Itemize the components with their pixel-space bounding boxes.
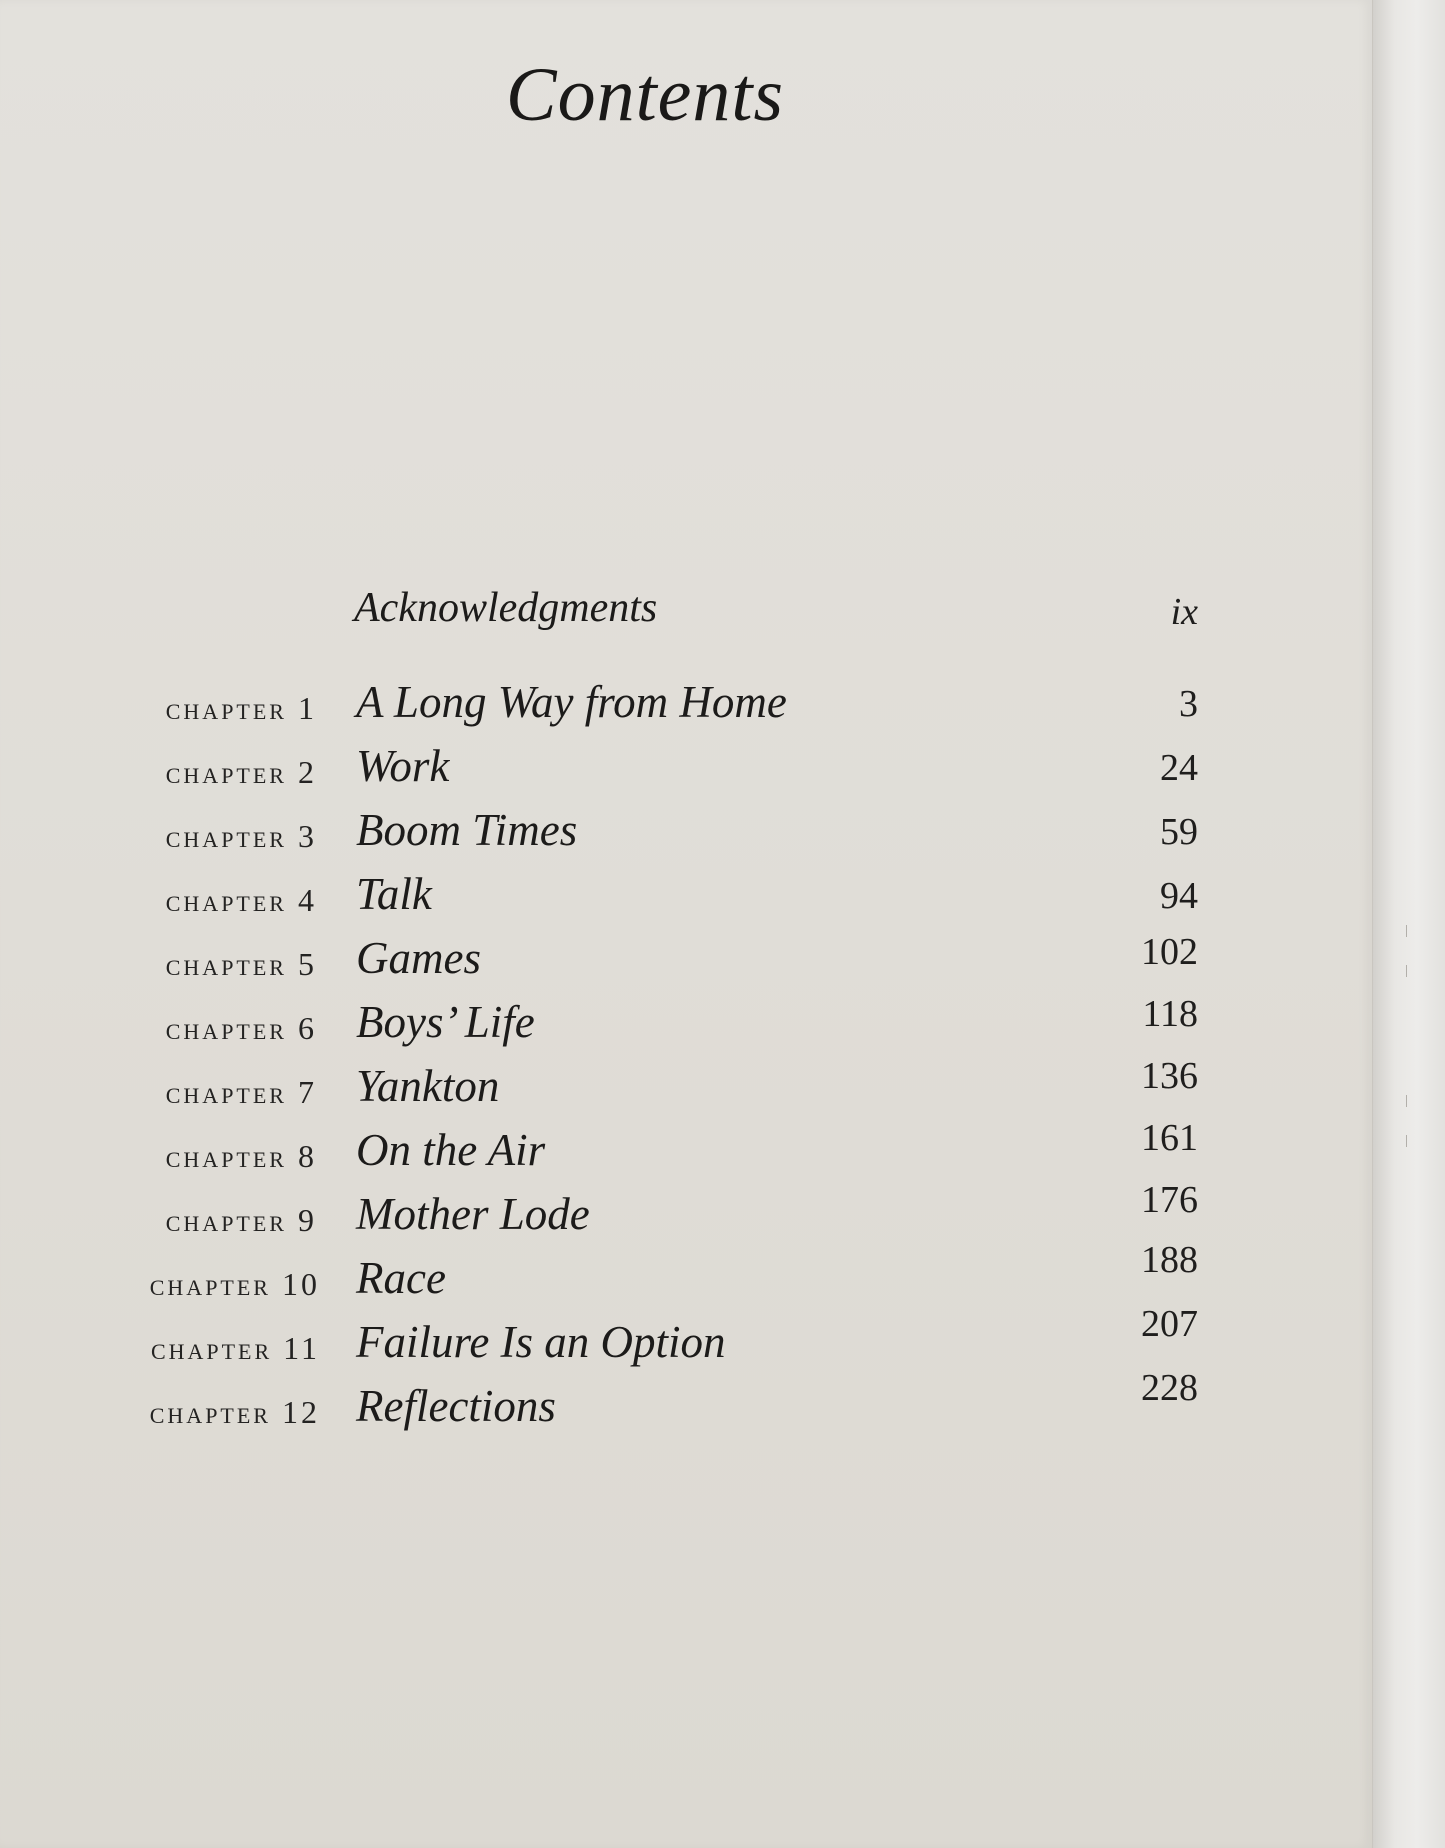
toc-entry xyxy=(0,993,1372,1054)
page-edge-mark xyxy=(1406,925,1412,937)
chapter-label: chapter 12 xyxy=(149,1394,320,1430)
toc-entry xyxy=(0,1117,1372,1182)
chapter-title: Boys’ Life xyxy=(356,997,535,1047)
toc-entry xyxy=(0,1367,1372,1438)
chapter-page-number: 136 xyxy=(1141,1055,1198,1097)
toc-entry xyxy=(0,676,1372,734)
page-edge-mark xyxy=(1406,1095,1412,1107)
page-edge-mark xyxy=(1406,965,1412,977)
chapter-page-number: 161 xyxy=(1141,1117,1198,1159)
toc-entry xyxy=(0,804,1372,862)
chapter-title: Talk xyxy=(356,869,432,919)
chapter-title: On the Air xyxy=(356,1125,546,1175)
toc-entry xyxy=(0,1055,1372,1118)
chapter-title: Yankton xyxy=(356,1061,500,1111)
chapter-page-number: 118 xyxy=(1142,993,1198,1035)
chapter-page-number: 207 xyxy=(1141,1303,1198,1345)
entry-page-number: ix xyxy=(1170,591,1198,633)
toc-entry xyxy=(0,740,1372,798)
chapter-title: Games xyxy=(356,933,481,983)
next-page-edge xyxy=(1372,0,1445,1848)
chapter-label: chapter 9 xyxy=(165,1202,317,1238)
toc-entry xyxy=(0,932,1372,990)
chapter-label: chapter 3 xyxy=(165,818,317,854)
chapter-label: chapter 7 xyxy=(165,1074,317,1110)
chapter-title: Failure Is an Option xyxy=(356,1317,726,1367)
page-title: Contents xyxy=(505,53,785,137)
chapter-title: Work xyxy=(356,741,450,791)
page-edge-mark xyxy=(1406,1135,1412,1147)
chapter-page-number: 24 xyxy=(1160,747,1198,789)
chapter-page-number: 228 xyxy=(1141,1367,1198,1409)
chapter-page-number: 3 xyxy=(1179,683,1198,725)
chapter-page-number: 94 xyxy=(1160,875,1198,917)
chapter-title: Boom Times xyxy=(356,805,578,855)
chapter-label: chapter 2 xyxy=(165,754,317,790)
chapter-page-number: 188 xyxy=(1141,1239,1198,1281)
chapter-title: A Long Way from Home xyxy=(356,677,787,727)
chapter-label: chapter 11 xyxy=(150,1330,320,1366)
chapter-label: chapter 5 xyxy=(165,946,317,982)
chapter-label: chapter 1 xyxy=(165,690,317,726)
toc-entry-acknowledgments xyxy=(0,584,1372,642)
chapter-label: chapter 4 xyxy=(165,882,317,918)
chapter-page-number: 176 xyxy=(1141,1179,1198,1221)
chapter-page-number: 59 xyxy=(1160,811,1198,853)
chapter-title: Reflections xyxy=(356,1381,556,1431)
chapter-page-number: 102 xyxy=(1141,931,1198,973)
chapter-label: chapter 6 xyxy=(165,1010,317,1046)
toc-entry xyxy=(0,868,1372,926)
chapter-title: Race xyxy=(356,1253,446,1303)
entry-title: Acknowledgments xyxy=(354,585,658,631)
chapter-label: chapter 10 xyxy=(149,1266,320,1302)
chapter-label: chapter 8 xyxy=(165,1138,317,1174)
chapter-title: Mother Lode xyxy=(356,1189,590,1239)
